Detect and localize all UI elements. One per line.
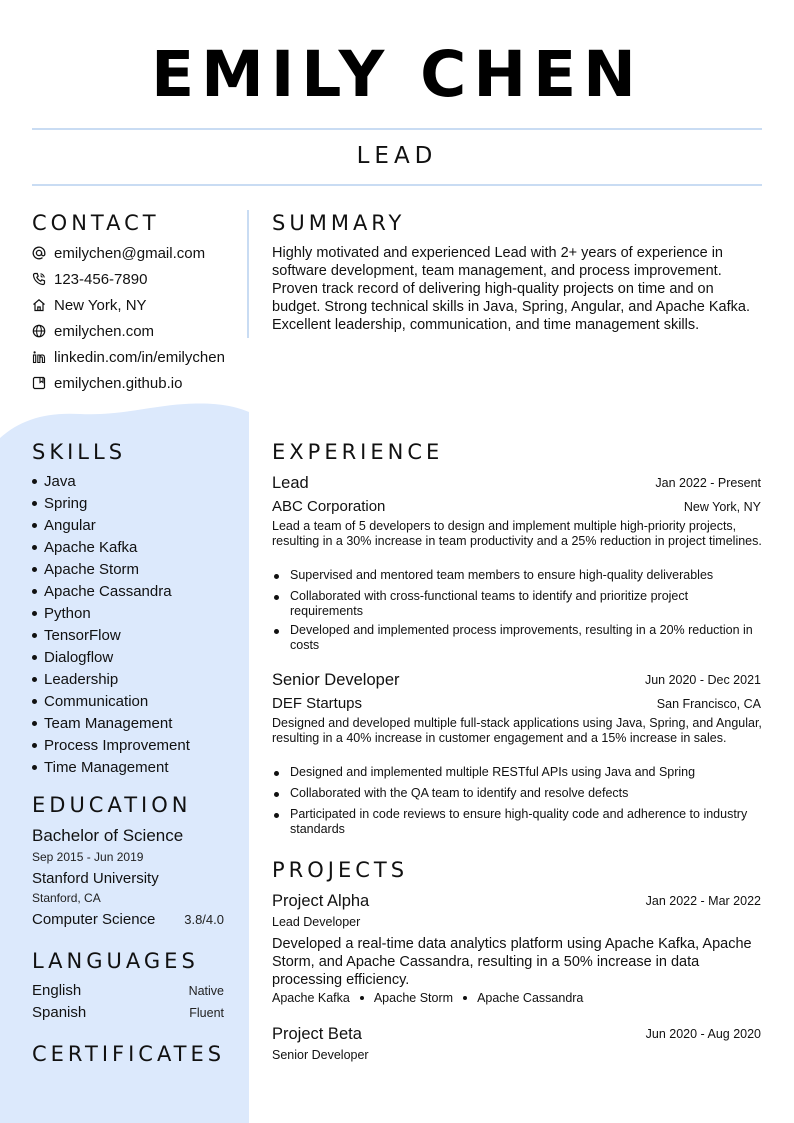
- project-tags: [272, 991, 583, 1005]
- skill-item: Dialogflow: [32, 649, 113, 666]
- language-name: English: [32, 982, 82, 999]
- skill-item: Python: [32, 605, 91, 622]
- project-tag: Apache Storm: [373, 991, 454, 1005]
- contact-github[interactable]: [32, 373, 182, 393]
- job-bullet: Designed and implemented multiple RESTful APIs using Java and Spring: [272, 765, 764, 780]
- job-title: Senior Developer: [272, 671, 400, 689]
- education-location: Stanford, CA: [32, 891, 101, 905]
- job-title: Lead: [272, 474, 309, 492]
- education-school: Stanford University: [32, 870, 159, 887]
- project-tag: Apache Kafka: [272, 991, 350, 1005]
- header-bottom-rule: [32, 184, 762, 186]
- project-tag: Apache Cassandra: [477, 991, 584, 1005]
- education-heading: EDUCATION: [32, 793, 192, 817]
- skill-item: Team Management: [32, 715, 172, 732]
- linkedin-icon: [32, 350, 46, 364]
- job-bullet: Collaborated with the QA team to identify and resolve defects: [272, 786, 764, 801]
- summary-text: Highly motivated and experienced Lead with 2+ years of experience in software development, team management, and process improvement. Proven track record of delivering high-quality projects on time and on budget. Strong technical skills in Java, Spring, Angular, and Apache Kafka. Excellent leadership, communication, and time management skills.: [272, 245, 750, 333]
- education-dates: Sep 2015 - Jun 2019: [32, 850, 144, 864]
- experience-heading: EXPERIENCE: [272, 440, 444, 464]
- contact-heading: CONTACT: [32, 211, 160, 235]
- contact-location-text: New York, NY: [54, 296, 147, 314]
- contact-email-text: emilychen@gmail.com: [54, 244, 206, 262]
- contact-email[interactable]: [32, 243, 205, 263]
- languages-heading: LANGUAGES: [32, 949, 199, 973]
- certificates-heading: CERTIFICATES: [32, 1042, 226, 1066]
- contact-phone-text: 123-456-7890: [54, 270, 148, 288]
- job-dates: Jun 2020 - Dec 2021: [644, 673, 761, 687]
- language-level: Native: [188, 984, 224, 998]
- job-bullet: Supervised and mentored team members to ensure high-quality deliverables: [272, 568, 764, 583]
- contact-linkedin[interactable]: [32, 347, 225, 367]
- skill-item: Apache Storm: [32, 561, 139, 578]
- header-top-rule: [32, 128, 762, 130]
- job-description: Designed and developed multiple full-stack applications using Java, Spring, and Angular, resulting in a 40% increase in customer engagement and a 15% increase in sales.: [272, 716, 762, 745]
- skill-item: Apache Kafka: [32, 539, 137, 556]
- project-role: Senior Developer: [272, 1048, 369, 1062]
- contact-linkedin-text: linkedin.com/in/emilychen: [54, 348, 225, 366]
- globe-icon: [32, 324, 46, 338]
- column-divider: [247, 210, 249, 338]
- education-gpa: 3.8/4.0: [184, 912, 224, 927]
- contact-website-text: emilychen.com: [54, 322, 155, 340]
- job-description: Lead a team of 5 developers to design and implement multiple high-priority projects, resulting in a 30% increase in team productivity and a 25% reduction in project timelines.: [272, 519, 762, 548]
- language-name: Spanish: [32, 1004, 87, 1021]
- skill-item: TensorFlow: [32, 627, 121, 644]
- job-company: ABC Corporation: [272, 498, 386, 515]
- contact-location: [32, 295, 147, 315]
- github-icon: [32, 376, 46, 390]
- job-bullet: Participated in code reviews to ensure high-quality code and adherence to industry standards: [272, 807, 764, 837]
- project-dates: Jun 2020 - Aug 2020: [645, 1027, 761, 1041]
- project-name: Project Alpha: [272, 892, 370, 910]
- home-icon: [32, 298, 46, 312]
- candidate-role: LEAD: [356, 143, 438, 169]
- project-dates: Jan 2022 - Mar 2022: [645, 894, 761, 908]
- candidate-name: EMILY CHEN: [151, 38, 643, 111]
- job-bullet: Developed and implemented process improvements, resulting in a 20% reduction in costs: [272, 623, 764, 653]
- language-level: Fluent: [189, 1006, 224, 1020]
- job-location: New York, NY: [683, 500, 761, 514]
- job-dates: Jan 2022 - Present: [655, 476, 761, 490]
- skill-item: Angular: [32, 517, 96, 534]
- phone-icon: [32, 272, 46, 286]
- contact-website[interactable]: [32, 321, 154, 341]
- skill-item: Apache Cassandra: [32, 583, 172, 600]
- job-bullet: Collaborated with cross-functional teams to identify and prioritize project requirements: [272, 589, 764, 619]
- at-icon: [32, 246, 46, 260]
- project-role: Lead Developer: [272, 915, 361, 929]
- project-name: Project Beta: [272, 1025, 362, 1043]
- job-company: DEF Startups: [272, 695, 363, 712]
- skills-heading: SKILLS: [32, 440, 127, 464]
- contact-github-text: emilychen.github.io: [54, 374, 183, 392]
- skill-item: Java: [32, 473, 76, 490]
- projects-heading: PROJECTS: [272, 858, 409, 882]
- project-description: Developed a real-time data analytics platform using Apache Kafka, Apache Storm, and Apache Cassandra, resulting in a 50% increase in data processing efficiency.: [272, 936, 752, 988]
- skill-item: Leadership: [32, 671, 118, 688]
- skill-item: Communication: [32, 693, 148, 710]
- contact-phone[interactable]: [32, 269, 147, 289]
- education-field: Computer Science: [32, 911, 156, 928]
- summary-heading: SUMMARY: [272, 211, 406, 235]
- skill-item: Process Improvement: [32, 737, 190, 754]
- job-location: San Francisco, CA: [656, 697, 761, 711]
- skill-item: Spring: [32, 495, 87, 512]
- education-degree: Bachelor of Science: [32, 826, 184, 845]
- skill-item: Time Management: [32, 759, 169, 776]
